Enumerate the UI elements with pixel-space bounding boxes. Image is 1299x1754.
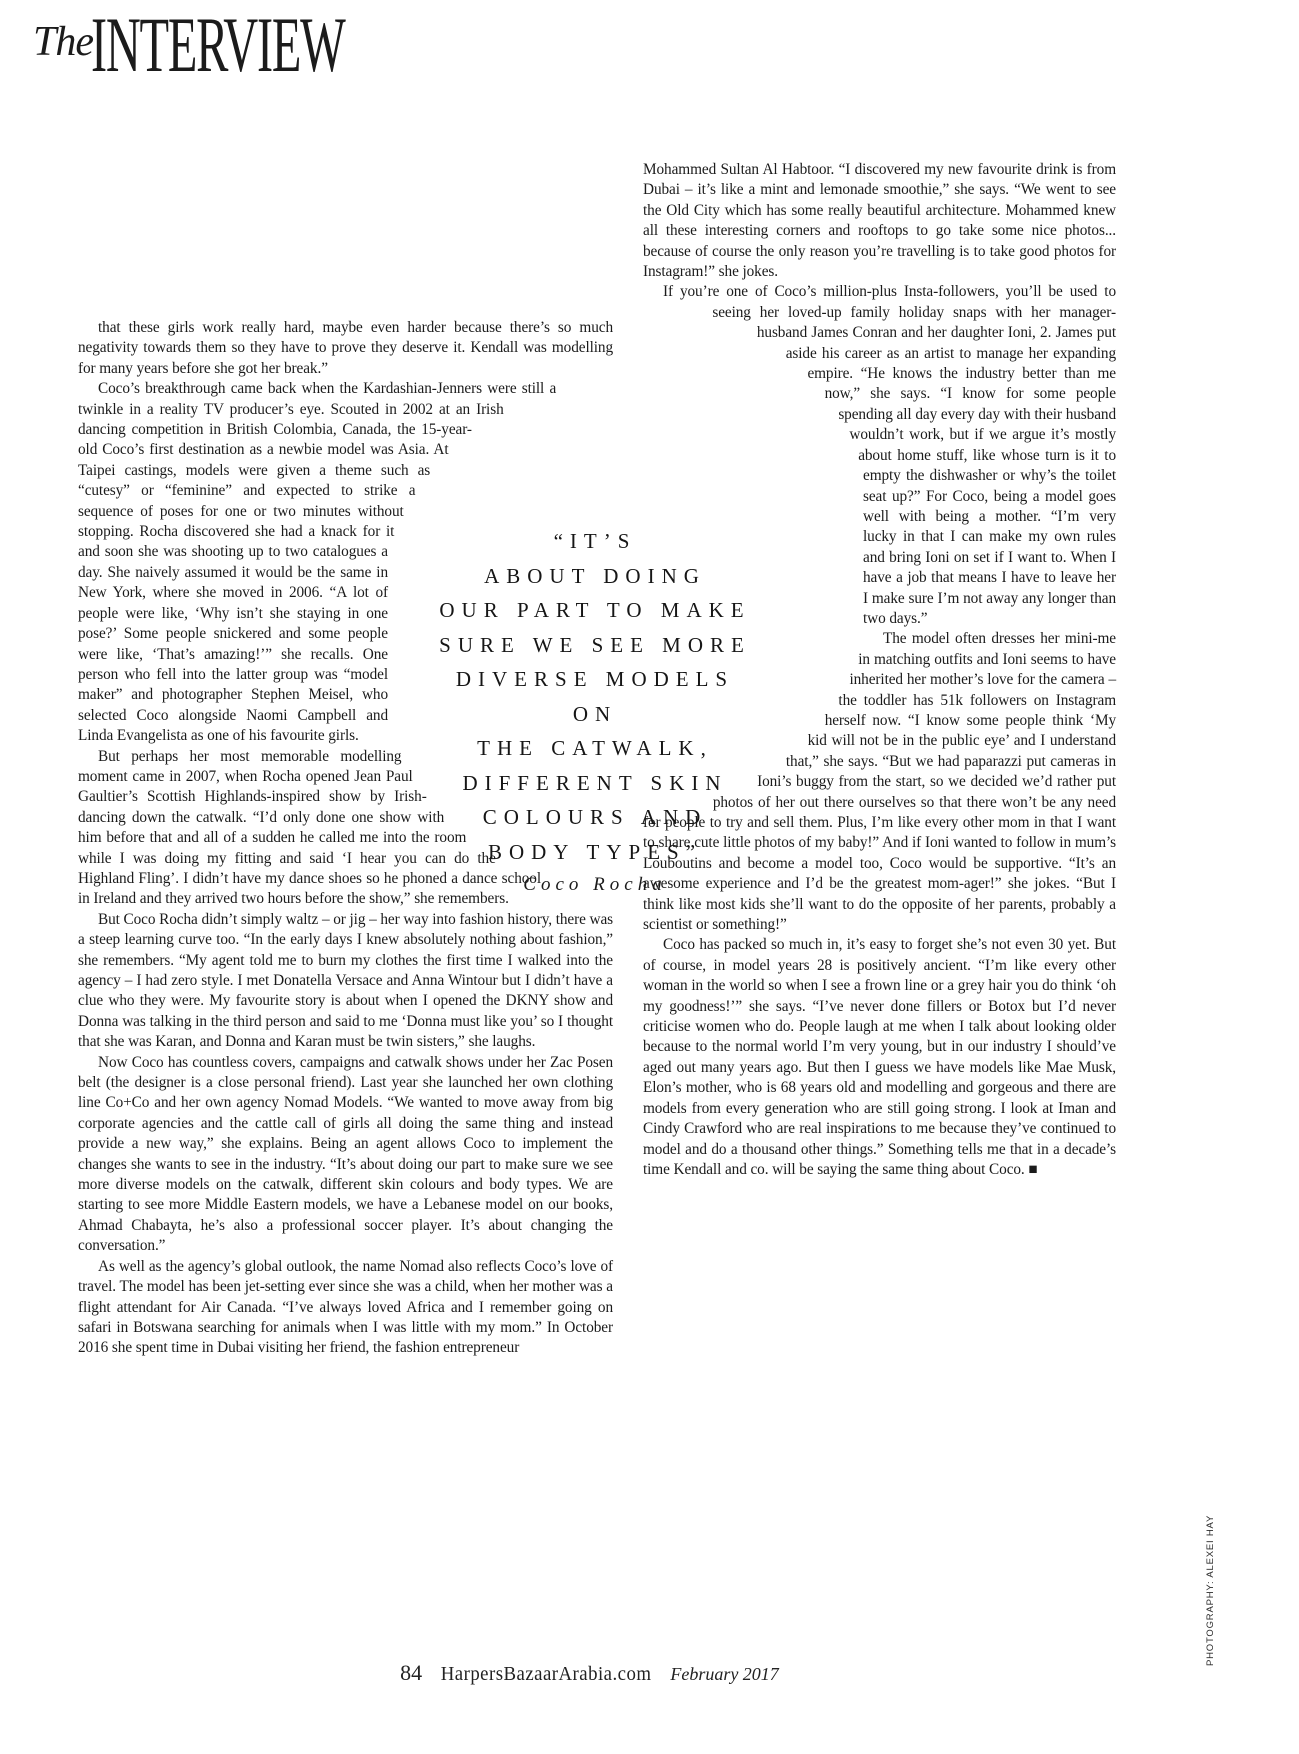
page-title: INTERVIEW [91,1,345,88]
article-paragraph: Coco has packed so much in, it’s easy to forget she’s not even 30 yet. But of course, in model years 28 is positively ancient. “I’m like every other woman in the world so when I see a frown line or a grey hair you do think ‘oh my goodness!’” she says. “I’ve never done fillers or Botox but I’d never criticise women who do. People laugh at me when I talk about looking older because to the normal world I’m very young, but in our industry I should’ve aged out many years ago. But then I guess we have models like Mae Musk, Elon’s mother, who is 68 years old and modelling and gorgeous and there are models from every generation who are still going strong. I look at Iman and Cindy Crawford who are real inspirations to me because they’ve continued to model and do a thousand other things.” Something tells me that in a decade’s time Kendall and co. will be saying the same thing about Coco. ■ [643,936,1116,1178]
article-paragraph: Mohammed Sultan Al Habtoor. “I discovered my new favourite drink is from Dubai – it’s like a mint and lemonade smoothie,” she says. “We went to see the Old City which has some really beautiful architecture. Mohammed knew all these interesting corners and rooftops to go take some nice photos... because of course the only reason you’re travelling is to take good photos for Instagram!” she jokes. [643,161,1116,281]
article-paragraph: As well as the agency’s global outlook, the name Nomad also reflects Coco’s love of travel. The model has been jet-setting ever since she was a child, when her mother was a flight attendant for Air Canada. “I’ve always loved Africa and I remember going on safari in Botswana searching for animals when I was little with my mom.” In October 2016 she spent time in Dubai visiting her friend, the fashion entrepreneur [78,1257,613,1357]
page-footer [0,1660,1179,1686]
pull-quote-line: THE CATWALK, [477,736,713,760]
section-header [33,1,500,88]
pull-quote-line: “IT’S [553,529,637,553]
photography-credit: PHOTOGRAPHY: ALEXEI HAY [1205,1514,1216,1666]
article-paragraph: The model often dresses her mini-me in matching outfits and Ioni seems to have inherited her mother’s love for the camera – the toddler has 51k followers on Instagram herself now. “I know some people think ‘My kid will not be in the public eye’ and I understand that,” she says. “But we had paparazzi put cameras in Ioni’s buggy from the start, so we decided we’d rather put photos of her out there ourselves so that there won’t be any need for people to try and sell them. Plus, I’m like every other mom in that I want to share cute little photos of my baby!” And if Ioni wanted to follow in mum’s Louboutins and become a model too, Coco would be supportive. “It’s an awesome experience and I’d be the greatest mom-ager!” she jokes. “But I think like most kids she’ll want to do the opposite of her parents, probably a scientist or something!” [643,630,1116,934]
article-paragraph: But perhaps her most memorable modelling moment came in 2007, when Rocha opened Jean Paul Gaultier’s Scottish Highlands-inspired show by Irish-dancing down the catwalk. “I’d only done one show with him before that and all of a sudden he called me into the room while I was doing my fitting and said ‘I hear you can do the Highland Fling’. I didn’t have my dance shoes so he phoned a dance school in Ireland and they arrived two hours before the show,” she remembers. [78,747,541,908]
pull-quote [430,524,760,896]
pull-quote-line: DIVERSE MODELS ON [455,667,735,726]
pull-quote-line: BODY TYPES” [487,839,703,864]
pull-quote-line: COLOURS AND [482,805,708,829]
issue-date: February 2017 [670,1664,779,1684]
article-paragraph: If you’re one of Coco’s million-plus Insta-followers, you’ll be used to seeing her loved-up family holiday snaps with her manager-husband James Conran and her daughter Ioni, 2. James put aside his career as an artist to manage her expanding empire. “He knows the industry better than me now,” she says. “I know for some people spending all day every day with their husband wouldn’t work, but if we argue it’s mostly about home stuff, like whose turn is it to empty the dishwasher or why’s the toilet seat up?” For Coco, being a model goes well with being a mother. “I’m very lucky in that I can make my own rules and bring Ioni on set if I want to. When I have a job that means I have to leave her I make sure I’m not away any longer than two days.” [663,283,1116,627]
article-paragraph: Now Coco has countless covers, campaigns and catwalk shows under her Zac Posen belt (the designer is a close personal friend). Last year she launched her own clothing line Co+Co and her own agency Nomad Models. “We wanted to move away from big corporate agencies and the cattle call of girls all doing the same thing and instead provide a new way,” she explains. Being an agent allows Coco to implement the changes she wants to see in the industry. “It’s about doing our part to make sure we see more diverse models on the catwalk, different skin colours and body types. We are starting to see more Middle Eastern models, we have a Lebanese model on our books, Ahmad Chabayta, he’s also a professional soccer player. It’s about changing the conversation.” [78,1053,613,1255]
pull-quote-line: OUR PART TO MAKE [439,598,751,622]
site-name: HarpersBazaarArabia.com [440,1663,652,1685]
pull-quote-line: SURE WE SEE MORE [439,632,751,657]
article-paragraph: that these girls work really hard, maybe even harder because there’s so much negativity towards them so they have to prove they deserve it. Kendall was modelling for many years before she got her break.” [78,319,613,377]
page-number: 84 [400,1660,423,1685]
article-paragraph: Coco’s breakthrough came back when the Kardashian-Jenners were still a twinkle in a reality TV producer’s eye. Scouted in 2002 at an Irish dancing competition in British Colombia, Canada, the 15-year-old Coco’s first destination as a newbie model was Asia. At Taipei castings, models were given a theme such as “cutesy” or “feminine” and expected to strike a sequence of poses for one or two minutes without stopping. Rocha discovered she had a knack for it and soon she was shooting up to two catalogues a day. She naively assumed it would be the same in New York, where she moved in 2006. “A lot of people were like, ‘Why isn’t she staying in one pose?’ Some people snickered and some people were like, ‘That’s amazing!’” she recalls. One person who fell into the latter group was “model maker” and photographer Stephen Meisel, who selected Coco alongside Naomi Campbell and Linda Evangelista as one of his favourite girls. [78,380,557,745]
pull-quote-line: DIFFERENT SKIN [462,770,728,795]
pull-quote-line: ABOUT DOING [484,563,706,588]
pull-quote-attribution: Coco Rocha [523,874,667,895]
article-paragraph: But Coco Rocha didn’t simply waltz – or jig – her way into fashion history, there was a steep learning curve too. “In the early days I knew absolutely nothing about fashion,” she remembers. “My agent told me to burn my clothes the first time I walked into the agency – I had zero style. I met Donatella Versace and Anna Wintour but I didn’t have a clue who they were. My favourite story is about when I opened the DKNY show and Donna was talking in the third person and said to me ‘Donna must like you’ so I thought that she was Karan, and Donna and Karan must be twin sisters,” she laughs. [78,910,613,1051]
section-kicker: The [33,19,93,65]
